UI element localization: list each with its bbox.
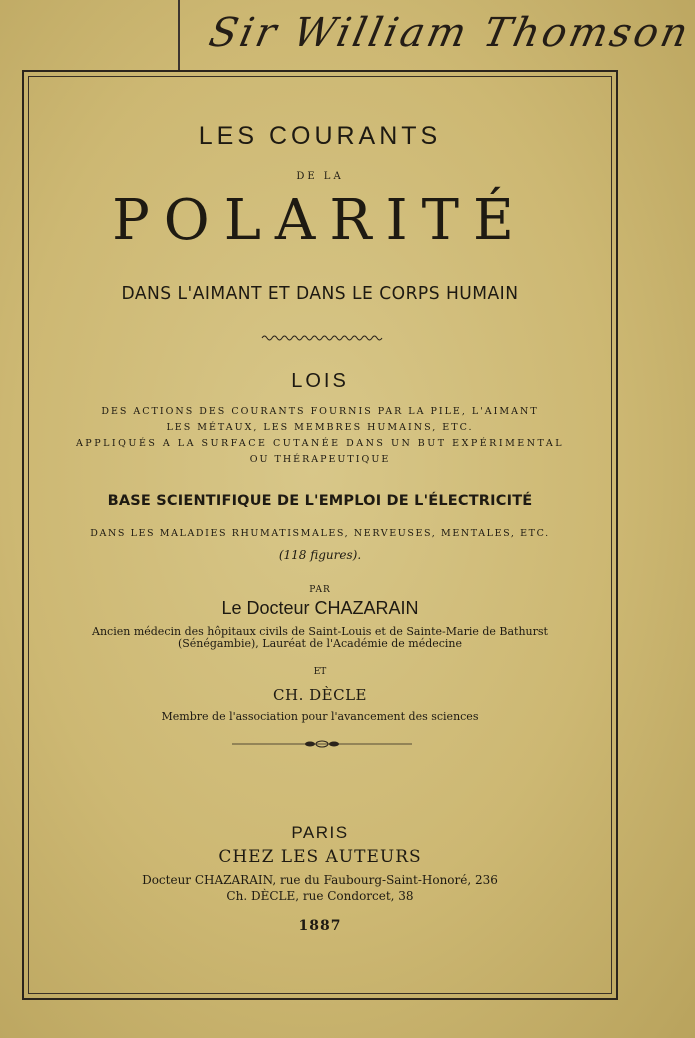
author-1-credentials: Ancien médecin des hôpitaux civils de Saint-Louis et de Sainte-Marie de Bathurst — [92, 625, 548, 638]
subtitle: DANS L'AIMANT ET DANS LE CORPS HUMAIN — [121, 283, 519, 304]
ornamental-rule — [232, 740, 412, 748]
lois-line: DES ACTIONS DES COURANTS FOURNIS PAR LA PILE, L'AIMANT — [101, 406, 539, 417]
title-line-courants: LES COURANTS — [198, 122, 442, 150]
author-2-name: CH. DÈCLE — [273, 686, 367, 704]
imprint-city: PARIS — [291, 823, 349, 842]
decorative-wave-divider — [262, 334, 382, 342]
imprint-publisher: CHEZ LES AUTEURS — [218, 847, 422, 867]
author-1-name: Le Docteur CHAZARAIN — [221, 598, 419, 618]
main-title: POLARITÉ — [112, 188, 528, 253]
lois-line: OU THÉRAPEUTIQUE — [249, 454, 391, 465]
imprint-address: Docteur CHAZARAIN, rue du Faubourg-Saint-Honoré, 236 — [142, 873, 498, 887]
title-line-de-la: DE LA — [296, 171, 344, 182]
lois-line: LES MÉTAUX, LES MEMBRES HUMAINS, ETC. — [166, 422, 474, 433]
handwritten-signature — [150, 0, 695, 80]
par-label: PAR — [309, 585, 331, 595]
author-2-credentials: Membre de l'association pour l'avancement des sciences — [161, 710, 479, 723]
imprint-address: Ch. DÈCLE, rue Condorcet, 38 — [226, 889, 414, 903]
author-1-credentials: (Sénégambie), Lauréat de l'Académie de médecine — [177, 637, 463, 650]
signature-text: Sir William Thomson — [205, 10, 695, 56]
et-label: ET — [313, 667, 327, 677]
maladies-line: DANS LES MALADIES RHUMATISMALES, NERVEUSES, MENTALES, ETC. — [90, 528, 550, 539]
base-heading: BASE SCIENTIFIQUE DE L'EMPLOI DE L'ÉLECTRICITÉ — [107, 493, 533, 509]
lois-line: APPLIQUÉS A LA SURFACE CUTANÉE DANS UN BUT EXPÉRIMENTAL — [75, 438, 565, 449]
lois-heading: LOIS — [291, 370, 349, 392]
publication-year: 1887 — [298, 918, 342, 934]
figures-count: (118 figures). — [278, 548, 362, 562]
